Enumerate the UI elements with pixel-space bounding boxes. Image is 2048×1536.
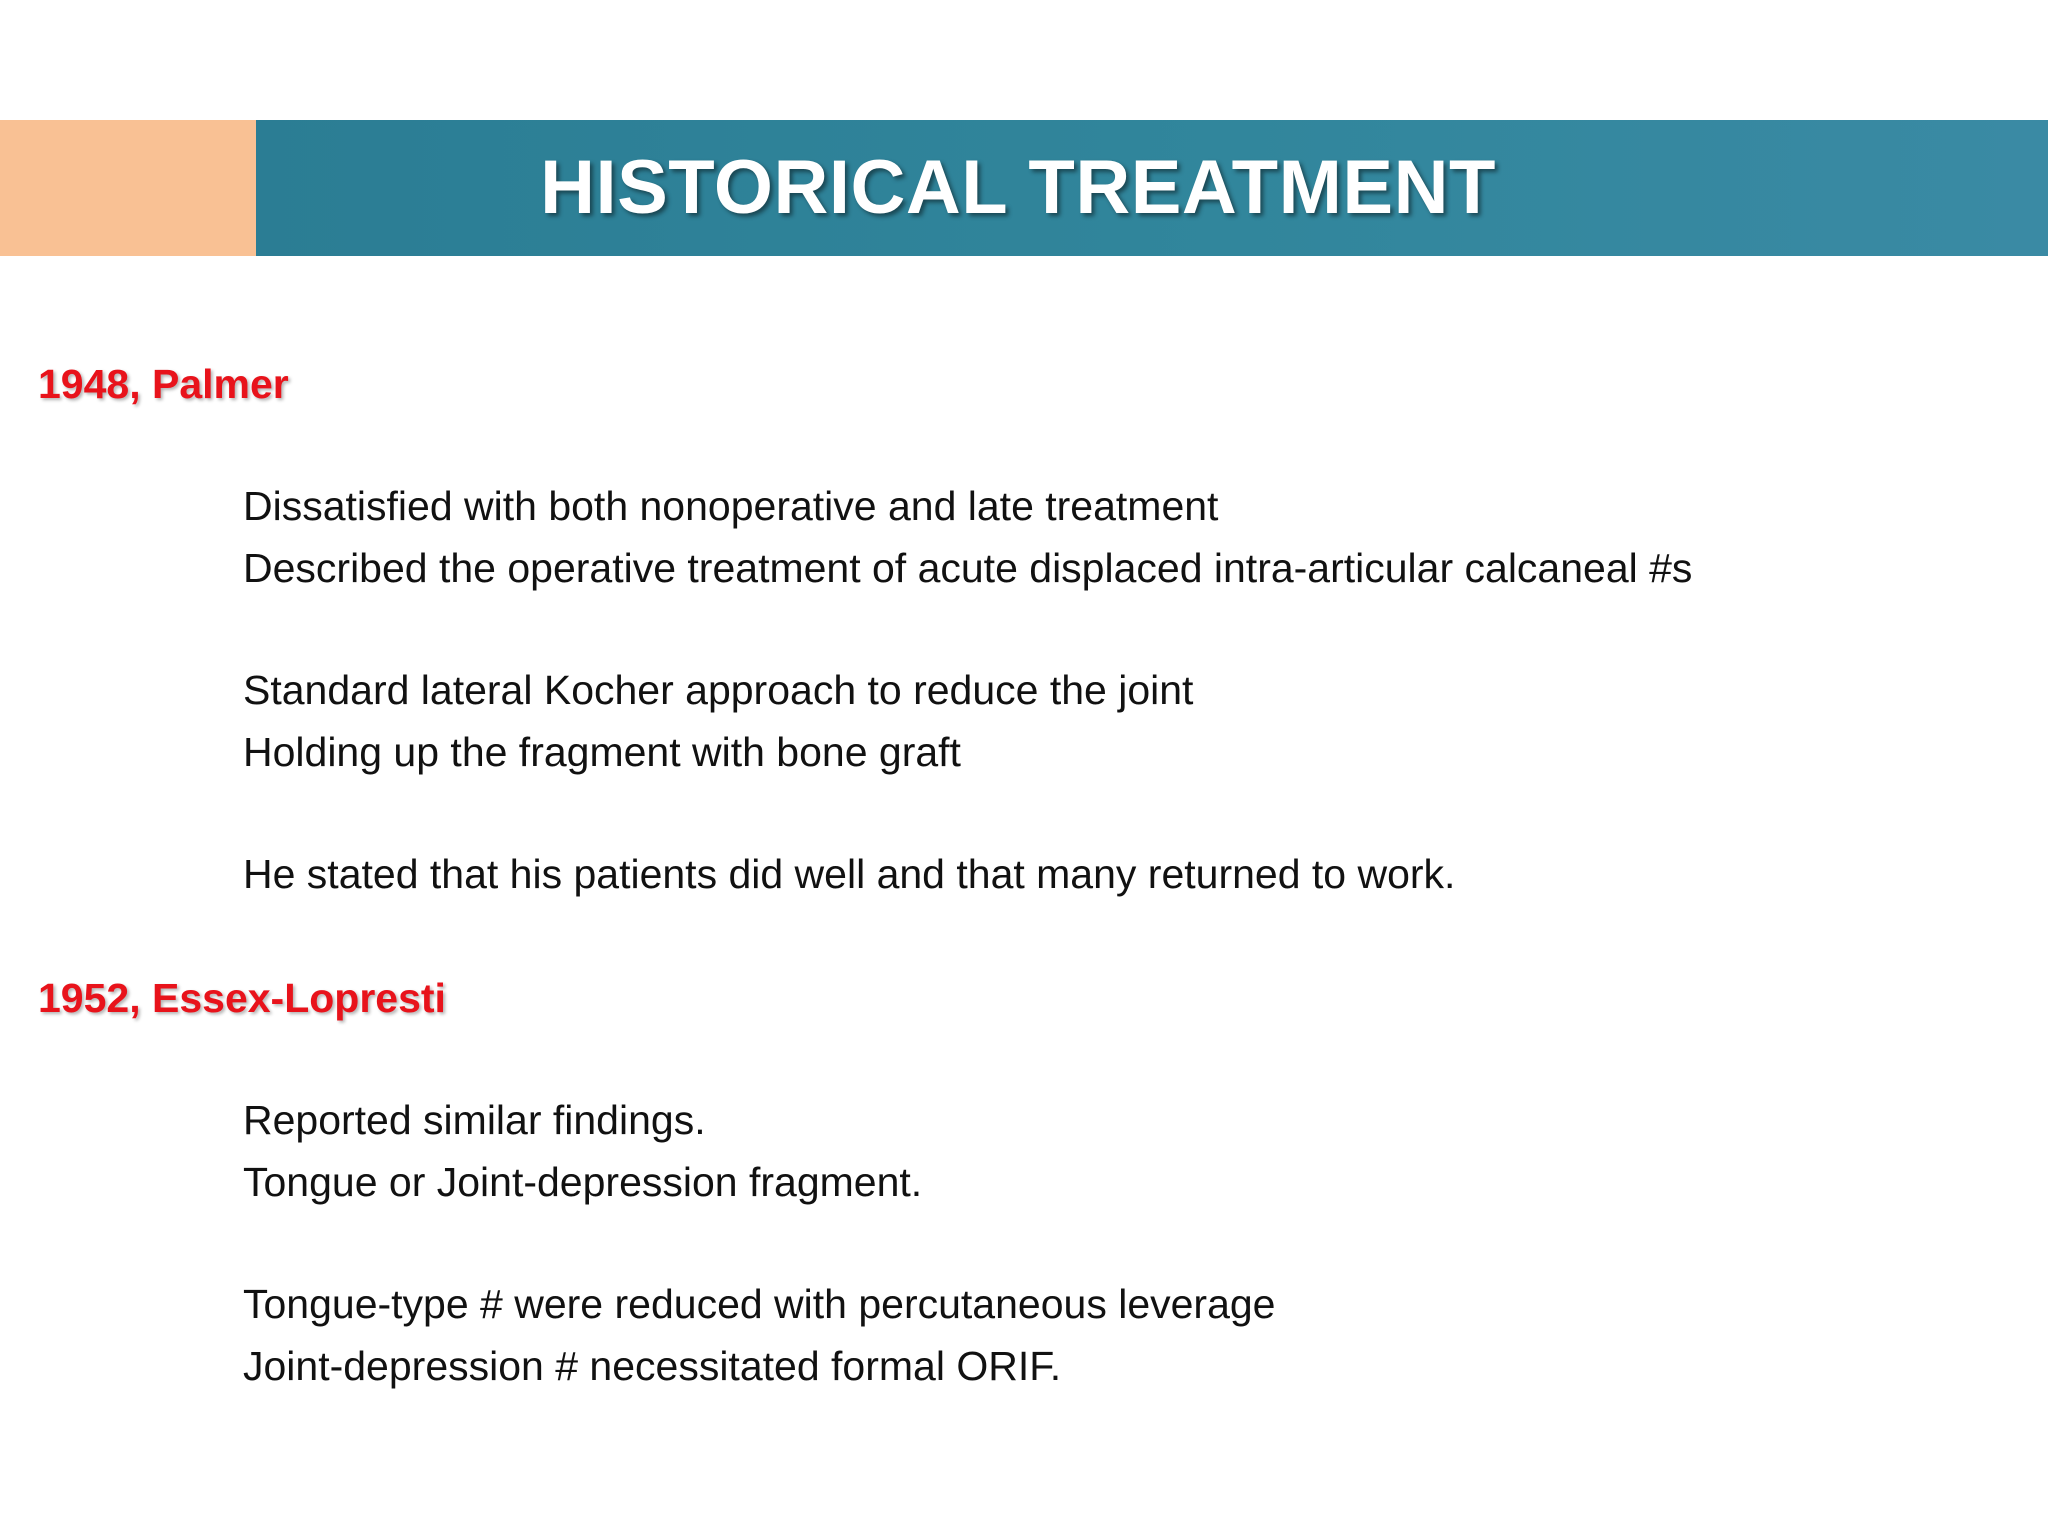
palmer-line-2: Described the operative treatment of acute displaced intra-articular calcaneal #s [243,545,1693,591]
essex-lopresti-line-4: Joint-depression # necessitated formal ORIF. [243,1343,1062,1389]
essex-lopresti-line-3: Tongue-type # were reduced with percutaneous leverage [243,1281,1276,1327]
palmer-line-1: Dissatisfied with both nonoperative and late treatment [243,483,1219,529]
essex-lopresti-line-1: Reported similar findings. [243,1097,706,1143]
essex-lopresti-line-2: Tongue or Joint-depression fragment. [243,1159,923,1205]
palmer-line-4: Holding up the fragment with bone graft [243,729,961,775]
header-bar [0,120,2048,256]
palmer-line-3: Standard lateral Kocher approach to reduce the joint [243,667,1194,713]
palmer-line-5: He stated that his patients did well and that many returned to work. [243,851,1456,897]
header-accent-block [0,120,256,256]
section-heading-essex-lopresti: 1952, Essex-Lopresti [38,975,446,1021]
section-heading-palmer: 1948, Palmer [38,361,289,407]
slide-title: HISTORICAL TREATMENT [540,145,1496,230]
